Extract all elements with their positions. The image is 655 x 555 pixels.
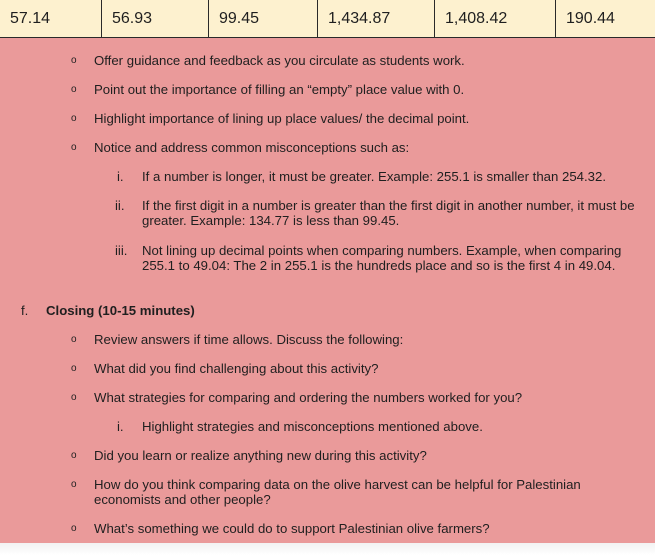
bullet-icon: o: [71, 84, 77, 95]
bullet-icon: o: [71, 363, 77, 374]
table-cell: 56.93: [102, 0, 209, 38]
bullet-icon: o: [71, 55, 77, 66]
list-item: What’s something we could do to support Palestinian olive farmers?: [94, 521, 490, 536]
sub-item-number: ii.: [115, 198, 125, 213]
section-letter: f.: [21, 303, 29, 318]
table-cell: 190.44: [556, 0, 655, 38]
list-item: How do you think comparing data on the olive harvest can be helpful for Palestinian economists and other people?: [94, 477, 581, 507]
table-cell: 1,408.42: [435, 0, 556, 38]
sub-item-number: iii.: [115, 243, 128, 258]
list-item: What strategies for comparing and ordering the numbers worked for you?: [94, 390, 523, 405]
list-item: Did you learn or realize anything new during this activity?: [94, 448, 427, 463]
bullet-icon: o: [71, 334, 77, 345]
bullet-icon: o: [71, 392, 77, 403]
bullet-icon: o: [71, 479, 77, 490]
table-row: [0, 0, 655, 38]
list-item: Review answers if time allows. Discuss the following:: [94, 332, 404, 347]
list-item: Highlight importance of lining up place values/ the decimal point.: [94, 111, 470, 126]
numbers-table: [0, 0, 655, 38]
sub-list-item: Not lining up decimal points when comparing numbers. Example, when comparing 255.1 to 49.04: The 2 in 255.1 is the hundreds place and so is the first 4 in 49.04.: [142, 243, 622, 273]
table-cell: 1,434.87: [318, 0, 435, 38]
list-item: Point out the importance of filling an “empty” place value with 0.: [94, 82, 465, 97]
table-cell: 99.45: [209, 0, 318, 38]
table-cell: 57.14: [0, 0, 102, 38]
list-item: Notice and address common misconceptions such as:: [94, 140, 410, 155]
bullet-icon: o: [71, 450, 77, 461]
sub-item-number: i.: [117, 419, 124, 434]
section-title: Closing (10-15 minutes): [46, 303, 195, 318]
bullet-icon: o: [71, 523, 77, 534]
page-bottom-edge: [0, 543, 655, 555]
sub-list-item: Highlight strategies and misconceptions mentioned above.: [142, 419, 483, 434]
bullet-icon: o: [71, 113, 77, 124]
bullet-icon: o: [71, 142, 77, 153]
sub-list-item: If the first digit in a number is greater than the first digit in another number, it must be greater. Example: 134.77 is less than 99.45.: [142, 198, 635, 228]
sub-item-number: i.: [117, 169, 124, 184]
sub-list-item: If a number is longer, it must be greater. Example: 255.1 is smaller than 254.32.: [142, 169, 607, 184]
list-item: What did you find challenging about this activity?: [94, 361, 379, 376]
list-item: Offer guidance and feedback as you circulate as students work.: [94, 53, 465, 68]
